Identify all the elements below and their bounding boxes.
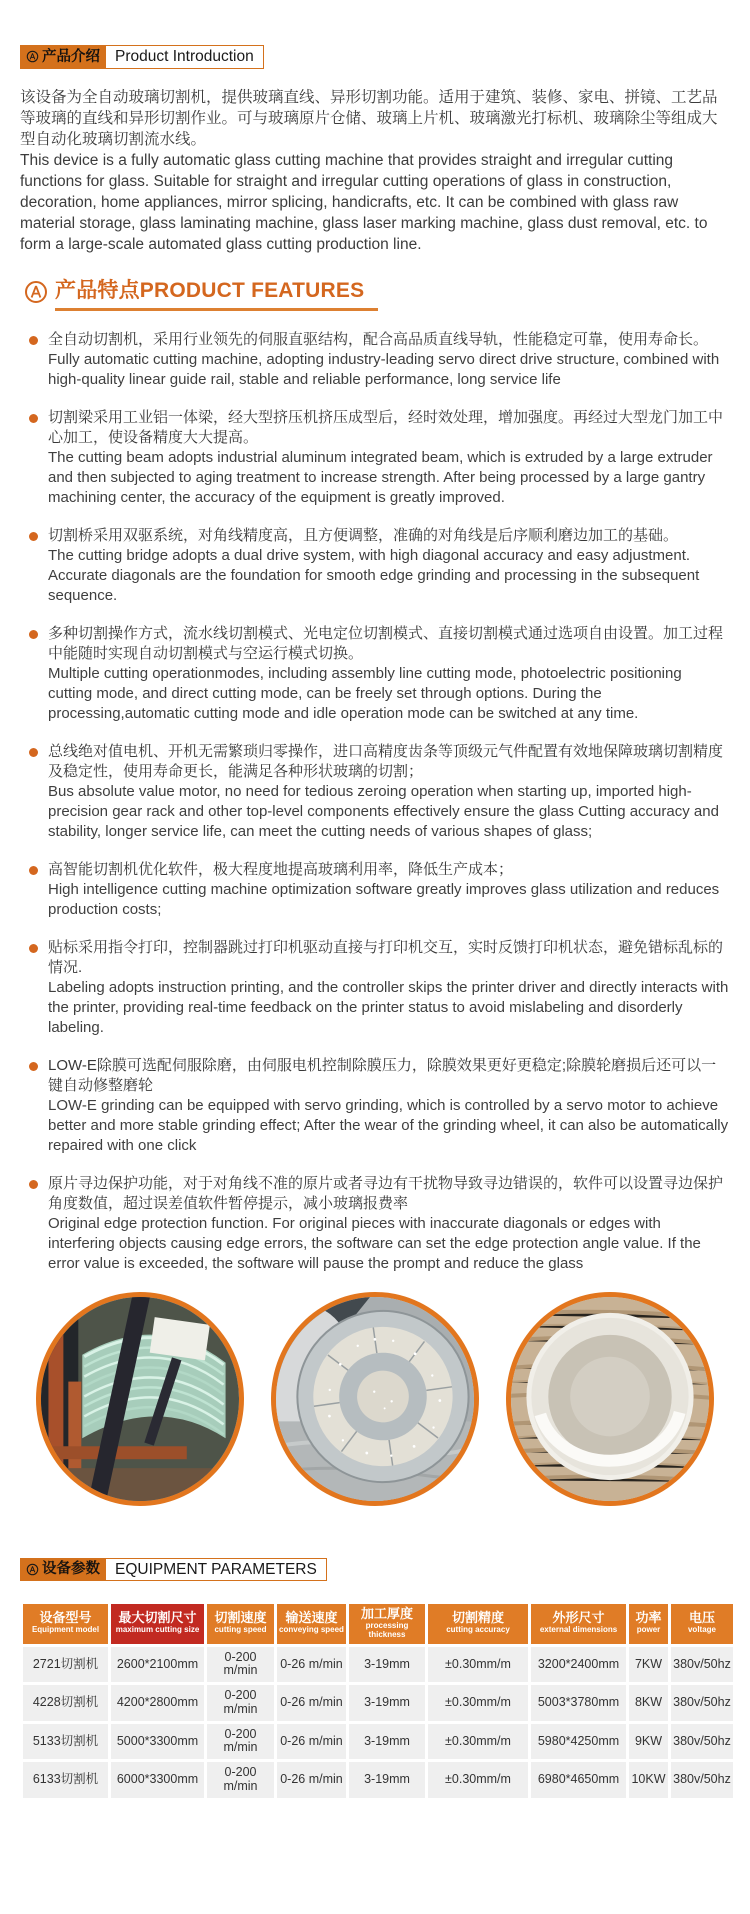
table-row: [23, 1647, 733, 1683]
stacked-glass-sheets-photo: [36, 1292, 244, 1506]
product-introduction-text: [20, 87, 730, 255]
features-list: [20, 330, 730, 1274]
intro-paragraph-en: This device is a fully automatic glass cutting machine that provides straight and irregular cutting functions for glass. Suitable for straight and irregular cutting operations of glass in construction, decoration, home appliances, mirror splicing, handicrafts, etc. It can be combined with glass raw material storage, glass laminating machine, glass laser marking machine, glass dust removal, etc. to form a large-scale automated glass cutting production line.: [20, 151, 708, 253]
brand-logo-a-icon: [26, 1563, 39, 1576]
cell: 2721切割机: [23, 1647, 108, 1683]
bullet-icon: [29, 336, 38, 345]
cell: ±0.30mm/m: [428, 1724, 528, 1760]
table-row: [23, 1762, 733, 1798]
feature-item: [20, 938, 730, 1038]
feature-item: [20, 330, 730, 390]
feature-en: Labeling adopts instruction printing, and the controller skips the printer driver and directly interacts with the printer, providing real-time feedback on the printer status to avoid mislabeling and disorderly labeling.: [48, 978, 729, 1036]
col-maximum-cutting-size: 最大切割尺寸 maximum cutting size: [111, 1604, 204, 1644]
cell: 5000*3300mm: [111, 1724, 204, 1760]
section-title-zh: 设备参数: [42, 1561, 100, 1578]
col-power: 功率 power: [629, 1604, 668, 1644]
cell: 380v/50hz: [671, 1685, 733, 1721]
table-row: [23, 1685, 733, 1721]
feature-item: [20, 1174, 730, 1274]
feature-item: [20, 1056, 730, 1156]
frosted-glass-ring-photo: [506, 1292, 714, 1506]
cell: 4228切割机: [23, 1685, 108, 1721]
section-header-equipment-parameters: [20, 1558, 327, 1582]
bullet-icon: [29, 866, 38, 875]
section-title-en: EQUIPMENT PARAMETERS: [115, 1560, 317, 1578]
cell: ±0.30mm/m: [428, 1647, 528, 1683]
feature-item: [20, 742, 730, 842]
bullet-icon: [29, 748, 38, 757]
section-title-zh: 产品介绍: [42, 48, 100, 65]
cell: 380v/50hz: [671, 1724, 733, 1760]
feature-en: Multiple cutting operationmodes, including assembly line cutting mode, photoelectric positioning cutting mode, and direct cutting mode, can be freely set through options. During the processing,automatic cutting mode and idle operation mode can be switched at any time.: [48, 664, 682, 722]
feature-zh: 全自动切割机，采用行业领先的伺服直驱结构，配合高品质直线导轨，性能稳定可靠，使用寿命长。: [48, 330, 709, 348]
cell: 0-26 m/min: [277, 1685, 346, 1721]
table-row: [23, 1724, 733, 1760]
cell: 0-200 m/min: [207, 1724, 274, 1760]
feature-en: Fully automatic cutting machine, adopting industry-leading servo direct drive structure, combined with high-quality linear guide rail, stable and reliable performance, long service life: [48, 350, 720, 388]
feature-zh: 总线绝对值电机、开机无需繁琐归零操作，进口高精度齿条等顶级元气件配置有效地保障玻璃切割精度及稳定性，使用寿命更长，能满足各种形状玻璃的切割；: [48, 742, 724, 780]
bullet-icon: [29, 630, 38, 639]
product-photo-gallery: [36, 1292, 714, 1506]
table-header-row: [23, 1604, 733, 1644]
bullet-icon: [29, 1062, 38, 1071]
bullet-icon: [29, 532, 38, 541]
cell: ±0.30mm/m: [428, 1685, 528, 1721]
feature-zh: 原片寻边保护功能，对于对角线不准的原片或者寻边有干扰物导致寻边错误的，软件可以设置寻边保护角度数值，超过误差值软件暂停提示，减小玻璃报费率: [48, 1174, 724, 1212]
crushed-diamond-mirror-photo: [271, 1292, 479, 1506]
col-voltage: 电压 voltage: [671, 1604, 733, 1644]
feature-zh: 高智能切割机优化软件，极大程度地提高玻璃利用率，降低生产成本；: [48, 860, 514, 878]
feature-en: Bus absolute value motor, no need for tedious zeroing operation when starting up, imported high-precision gear rack and other top-level components effectively ensure the glass Cutting accuracy and stability, longer service life, can meet the cutting needs of various shapes of glass;: [48, 782, 719, 840]
feature-en: LOW-E grinding can be equipped with servo grinding, which is controlled by a servo motor to achieve better and more stable grinding effect; After the wear of the grinding wheel, it can also be automatically repaired with one click: [48, 1096, 729, 1154]
cell: 3-19mm: [349, 1685, 425, 1721]
intro-paragraph-zh: 该设备为全自动玻璃切割机，提供玻璃直线、异形切割功能。适用于建筑、装修、家电、拼镜、工艺品等玻璃的直线和异形切割作业。可与玻璃原片仓储、玻璃上片机、玻璃激光打标机、玻璃除尘等组成大型自动化玻璃切割流水线。: [20, 88, 718, 148]
col-processing-thickness: 加工厚度 processing thickness: [349, 1604, 425, 1644]
cell: 8KW: [629, 1685, 668, 1721]
cell: 3-19mm: [349, 1762, 425, 1798]
feature-en: The cutting beam adopts industrial aluminum integrated beam, which is extruded by a large extruder and then subjected to aging treatment to increase strength. After being processed by a large gantry machining center, the accuracy of the equipment is greatly improved.: [48, 448, 713, 506]
feature-zh: LOW-E除膜可选配伺服除磨，由伺服电机控制除膜压力，除膜效果更好更稳定;除膜轮磨损后还可以一键自动修整磨轮: [48, 1056, 717, 1094]
bullet-icon: [29, 414, 38, 423]
col-cutting-accuracy: 切割精度 cutting accuracy: [428, 1604, 528, 1644]
cell: 0-26 m/min: [277, 1647, 346, 1683]
cell: 10KW: [629, 1762, 668, 1798]
cell: 3-19mm: [349, 1724, 425, 1760]
feature-en: High intelligence cutting machine optimization software greatly improves glass utilization and reduces production costs;: [48, 880, 720, 918]
feature-item: [20, 624, 730, 724]
brand-logo-a-icon: [24, 280, 48, 304]
col-equipment-model: 设备型号 Equipment model: [23, 1604, 108, 1644]
bullet-icon: [29, 944, 38, 953]
col-cutting-speed: 切割速度 cutting speed: [207, 1604, 274, 1644]
cell: 5133切割机: [23, 1724, 108, 1760]
cell: 3200*2400mm: [531, 1647, 626, 1683]
cell: 380v/50hz: [671, 1762, 733, 1798]
cell: 2600*2100mm: [111, 1647, 204, 1683]
bullet-icon: [29, 1180, 38, 1189]
section-header-product-introduction: [20, 45, 264, 69]
col-conveying-speed: 输送速度 conveying speed: [277, 1604, 346, 1644]
feature-zh: 切割桥采用双驱系统，对角线精度高，且方便调整，准确的对角线是后序顺利磨边加工的基础。: [48, 526, 679, 544]
section-header-zh: [21, 1559, 106, 1581]
features-title-text: 产品特点PRODUCT FEATURES: [55, 279, 378, 311]
feature-zh: 切割梁采用工业铝一体梁，经大型挤压机挤压成型后，经时效处理，增加强度。再经过大型龙门加工中心加工，使设备精度大大提高。: [48, 408, 724, 446]
feature-item: [20, 526, 730, 606]
feature-zh: 贴标采用指令打印，控制器跳过打印机驱动直接与打印机交互，实时反馈打印机状态，避免错标乱标的情况.: [48, 938, 724, 976]
feature-item: [20, 860, 730, 920]
cell: 0-26 m/min: [277, 1762, 346, 1798]
section-title-en: Product Introduction: [115, 48, 254, 65]
cell: 5003*3780mm: [531, 1685, 626, 1721]
brand-logo-a-icon: [26, 50, 39, 63]
cell: 9KW: [629, 1724, 668, 1760]
parameters-table: [20, 1601, 736, 1801]
cell: 0-200 m/min: [207, 1685, 274, 1721]
cell: 6980*4650mm: [531, 1762, 626, 1798]
col-external-dimensions: 外形尺寸 external dimensions: [531, 1604, 626, 1644]
feature-item: [20, 408, 730, 508]
features-title: [24, 279, 730, 311]
cell: 3-19mm: [349, 1647, 425, 1683]
cell: ±0.30mm/m: [428, 1762, 528, 1798]
feature-en: Original edge protection function. For original pieces with inaccurate diagonals or edges with interfering objects causing edge errors, the software can set the edge protection angle value. If the error value is exceeded, the software will pause the prompt and reduce the glass: [48, 1214, 701, 1272]
cell: 380v/50hz: [671, 1647, 733, 1683]
feature-zh: 多种切割操作方式，流水线切割模式、光电定位切割模式、直接切割模式通过选项自由设置。加工过程中能随时实现自动切割模式与空运行模式切换。: [48, 624, 724, 662]
cell: 7KW: [629, 1647, 668, 1683]
cell: 0-200 m/min: [207, 1762, 274, 1798]
cell: 0-200 m/min: [207, 1647, 274, 1683]
section-header-zh: [21, 46, 106, 68]
cell: 6000*3300mm: [111, 1762, 204, 1798]
cell: 4200*2800mm: [111, 1685, 204, 1721]
cell: 6133切割机: [23, 1762, 108, 1798]
feature-en: The cutting bridge adopts a dual drive system, with high diagonal accuracy and easy adjustment. Accurate diagonals are the foundation for smooth edge grinding and processing in the subsequent sequence.: [48, 546, 700, 604]
cell: 5980*4250mm: [531, 1724, 626, 1760]
cell: 0-26 m/min: [277, 1724, 346, 1760]
